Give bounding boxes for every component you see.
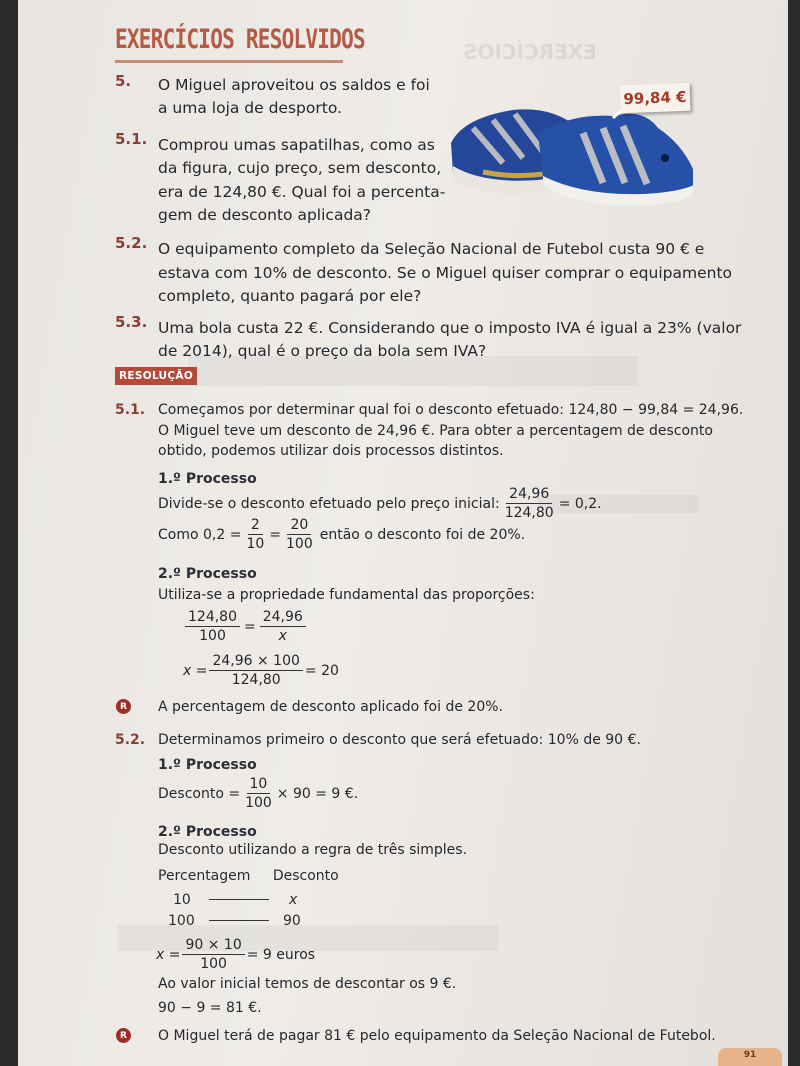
formula-result: × 90 = 9 €. bbox=[276, 785, 359, 802]
numerator: 90 × 10 bbox=[182, 936, 244, 955]
resolution-number: 5.2. bbox=[115, 732, 146, 748]
equals-sign: = bbox=[269, 526, 282, 543]
page-number: 91 bbox=[718, 1048, 782, 1066]
fraction bbox=[182, 936, 244, 973]
process-heading: 1.º Processo bbox=[158, 471, 257, 487]
exercise-text: a uma loja de desporto. bbox=[158, 99, 342, 117]
formula-text: Desconto = bbox=[158, 785, 241, 802]
answer-marker: R bbox=[116, 699, 131, 714]
exercise-text: Comprou umas sapatilhas, como as bbox=[158, 136, 435, 154]
formula-text: x = bbox=[183, 662, 208, 679]
exercise-text: da figura, cujo preço, sem desconto, bbox=[158, 159, 442, 177]
answer-marker: R bbox=[116, 1028, 131, 1043]
denominator: 124,80 bbox=[504, 505, 554, 521]
denominator: 100 bbox=[286, 536, 313, 552]
table-row bbox=[173, 892, 297, 908]
fraction bbox=[242, 775, 275, 812]
resolution-text: 90 − 9 = 81 €. bbox=[158, 1000, 262, 1016]
denominator: 100 bbox=[245, 795, 272, 811]
resolution-text: Desconto utilizando a regra de três simples. bbox=[158, 842, 468, 858]
page-title: EXERCÍCIOS RESOLVIDOS bbox=[115, 24, 365, 55]
numerator: 24,96 bbox=[506, 485, 552, 504]
denominator: 10 bbox=[246, 536, 265, 552]
numerator: 124,80 bbox=[185, 608, 240, 627]
solution-formula bbox=[156, 936, 315, 973]
denominator: x bbox=[278, 628, 287, 644]
solution-formula bbox=[183, 652, 339, 689]
table-cell: 10 bbox=[173, 892, 191, 908]
exercise-text: de 2014), qual é o preço da bola sem IVA? bbox=[158, 342, 487, 360]
table-line bbox=[209, 899, 269, 900]
resolution-text: O Miguel teve um desconto de 24,96 €. Para obter a percentagem de desconto bbox=[158, 423, 713, 439]
process-heading: 2.º Processo bbox=[158, 824, 257, 840]
denominator: 100 bbox=[200, 956, 227, 972]
resolution-badge: RESOLUÇÃO bbox=[115, 367, 197, 385]
exercise-text: estava com 10% de desconto. Se o Miguel quiser comprar o equipamento bbox=[158, 264, 733, 282]
rule-of-three-table bbox=[158, 868, 339, 884]
show-through-text: EXERCÍCIOS bbox=[463, 40, 597, 64]
title-underline bbox=[115, 60, 343, 63]
answer-text: A percentagem de desconto aplicado foi de 20%. bbox=[158, 699, 503, 715]
table-row bbox=[168, 913, 301, 929]
formula-result: = 20 bbox=[304, 662, 339, 679]
resolution-text: Utiliza-se a propriedade fundamental das proporções: bbox=[158, 587, 535, 603]
formula-text: Como 0,2 = bbox=[158, 526, 242, 543]
exercise-number: 5. bbox=[115, 72, 132, 90]
formula-text: Divide-se o desconto efetuado pelo preço inicial: bbox=[158, 495, 500, 512]
table-cell: 90 bbox=[283, 913, 301, 929]
column-header: Percentagem bbox=[158, 868, 251, 884]
exercise-text: completo, quanto pagará por ele? bbox=[158, 287, 422, 305]
fraction bbox=[185, 608, 240, 645]
resolution-text: Começamos por determinar qual foi o desconto efetuado: 124,80 − 99,84 = 24,96. bbox=[158, 402, 744, 418]
formula-line bbox=[158, 516, 525, 553]
formula-text: x = bbox=[156, 946, 181, 963]
exercise-number: 5.3. bbox=[115, 313, 148, 331]
table-line bbox=[209, 920, 269, 921]
formula-result: = 0,2. bbox=[558, 495, 602, 512]
formula-text: então o desconto foi de 20%. bbox=[319, 526, 526, 543]
exercise-number: 5.2. bbox=[115, 234, 148, 252]
exercise-number: 5.1. bbox=[115, 130, 148, 148]
resolution-text: Determinamos primeiro o desconto que será efetuado: 10% de 90 €. bbox=[158, 732, 641, 748]
formula-line bbox=[158, 775, 358, 812]
exercise-text: era de 124,80 €. Qual foi a percenta- bbox=[158, 183, 446, 201]
exercise-text: Uma bola custa 22 €. Considerando que o imposto IVA é igual a 23% (valor bbox=[158, 319, 742, 337]
denominator: 100 bbox=[199, 628, 226, 644]
equals-sign: = bbox=[244, 618, 256, 635]
fraction bbox=[260, 608, 306, 645]
resolution-number: 5.1. bbox=[115, 402, 146, 418]
fraction bbox=[243, 516, 267, 553]
fraction bbox=[209, 652, 302, 689]
exercise-text: gem de desconto aplicada? bbox=[158, 206, 372, 224]
numerator: 24,96 × 100 bbox=[209, 652, 302, 671]
formula-result: = 9 euros bbox=[246, 946, 316, 963]
answer-text: O Miguel terá de pagar 81 € pelo equipamento da Seleção Nacional de Futebol. bbox=[158, 1028, 716, 1044]
process-heading: 2.º Processo bbox=[158, 566, 257, 582]
numerator: 2 bbox=[248, 516, 263, 535]
numerator: 10 bbox=[247, 775, 271, 794]
fraction bbox=[283, 516, 316, 553]
table-cell: x bbox=[289, 892, 298, 908]
proportion-formula bbox=[183, 608, 308, 645]
column-header: Desconto bbox=[272, 868, 339, 884]
resolution-text: obtido, podemos utilizar dois processos distintos. bbox=[158, 443, 504, 459]
numerator: 24,96 bbox=[260, 608, 306, 627]
resolution-text: Ao valor inicial temos de descontar os 9 €. bbox=[158, 976, 457, 992]
price-tag: 99,84 € bbox=[620, 83, 691, 113]
textbook-page bbox=[18, 0, 788, 1066]
denominator: 124,80 bbox=[231, 672, 281, 688]
table-cell: 100 bbox=[168, 913, 195, 929]
exercise-text: O equipamento completo da Seleção Nacional de Futebol custa 90 € e bbox=[158, 240, 705, 258]
numerator: 20 bbox=[287, 516, 311, 535]
exercise-text: O Miguel aproveitou os saldos e foi bbox=[158, 76, 430, 94]
process-heading: 1.º Processo bbox=[158, 757, 257, 773]
